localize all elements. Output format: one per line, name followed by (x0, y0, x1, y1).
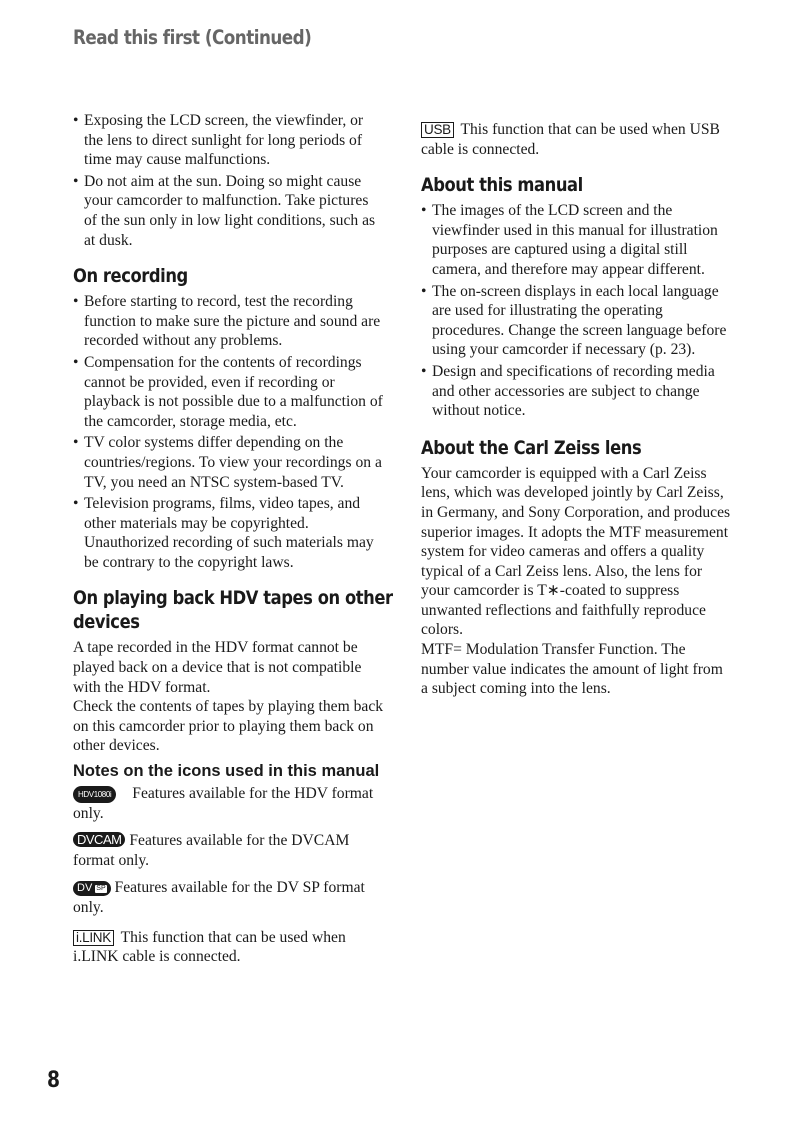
icon-note-hdv (73, 784, 385, 823)
heading-hdv-playback-line2: devices (73, 611, 140, 634)
hdv1080i-icon: HDV1080i (73, 786, 116, 803)
icon-note-ilink (73, 928, 385, 967)
page-header: Read this first (Continued) (73, 26, 312, 49)
left-column (73, 111, 393, 967)
icon-note-text: Features available for the DV SP format only. (73, 879, 365, 916)
list-item: • Before starting to record, test the recording function to make sure the picture and sound are recorded without any problems. (73, 292, 385, 351)
hdv-paragraph-1: A tape recorded in the HDV format cannot be played back on a device that is not compatible with the HDV format. (73, 639, 362, 696)
icon-note-text: This function that can be used when i.LINK cable is connected. (73, 928, 346, 966)
icon-note-dvsp (73, 878, 385, 917)
about-manual-bullets (421, 201, 731, 421)
dvcam-icon: DVCAM (73, 832, 125, 847)
list-item: • TV color systems differ depending on the countries/regions. To view your recordings on a TV, you need an NTSC system-based TV. (73, 433, 385, 492)
heading-carl-zeiss: About the Carl Zeiss lens (421, 436, 642, 459)
dv-sp-icon (73, 881, 111, 896)
heading-on-recording: On recording (73, 265, 188, 288)
intro-bullets (73, 111, 385, 250)
heading-hdv-playback (73, 586, 393, 634)
list-item: • The images of the LCD screen and the viewfinder used in this manual for illustration purposes are captured using a digital still camera, and therefore may appear different. (421, 201, 731, 279)
usb-icon: USB (421, 122, 454, 138)
icon-note-text: Features available for the DVCAM format only. (73, 832, 350, 869)
carl-zeiss-paragraph-2: MTF= Modulation Transfer Function. The number value indicates the amount of light from a subject coming into the lens. (421, 641, 723, 698)
list-item: • The on-screen displays in each local language are used for illustrating the operating procedures. Change the screen language before using your camcorder if necessary (p. 23). (421, 282, 731, 360)
heading-hdv-playback-line1: On playing back HDV tapes on other (73, 587, 393, 610)
carl-zeiss-paragraph-1: Your camcorder is equipped with a Carl Zeiss lens, which was developed jointly by Carl Zeiss, in Germany, and Sony Corporation, and produces superior images. It adopts the MTF measurement system for video cameras and offers a quality typical of a Carl Zeiss lens. Also, the lens for your camcorder is T∗-coated to suppress unwanted reflections and faithfully reproduce colors. (421, 464, 731, 639)
dv-sp-icon-main: DV (77, 882, 93, 895)
list-item: • Exposing the LCD screen, the viewfinder, or the lens to direct sunlight for long periods of time may cause malfunctions. (73, 111, 385, 170)
icon-note-dvcam (73, 831, 385, 870)
list-item: • Television programs, films, video tapes, and other materials may be copyrighted. Unauthorized recording of such materials may be contrary to the copyright laws. (73, 494, 385, 572)
usb-note (421, 120, 731, 159)
heading-about-manual: About this manual (421, 174, 583, 197)
hdv-paragraph-2: Check the contents of tapes by playing them back on this camcorder prior to playing them back on other devices. (73, 698, 384, 755)
usb-note-text: This function that can be used when USB cable is connected. (421, 121, 720, 158)
icon-note-text: Features available for the HDV format only. (73, 785, 374, 822)
dv-sp-icon-sub: SP (96, 885, 106, 893)
heading-icon-notes: Notes on the icons used in this manual (73, 762, 380, 781)
right-column (421, 120, 731, 699)
list-item: • Design and specifications of recording media and other accessories are subject to change without notice. (421, 362, 731, 421)
page-number: 8 (47, 1068, 61, 1093)
on-recording-bullets (73, 292, 385, 572)
icon-notes (73, 784, 385, 967)
ilink-icon: i.LINK (73, 930, 114, 946)
list-item: • Compensation for the contents of recordings cannot be provided, even if recording or playback is not possible due to a malfunction of the camcorder, storage media, etc. (73, 353, 385, 431)
list-item: • Do not aim at the sun. Doing so might cause your camcorder to malfunction. Take pictures of the sun only in low light conditions, such as at dusk. (73, 172, 385, 250)
